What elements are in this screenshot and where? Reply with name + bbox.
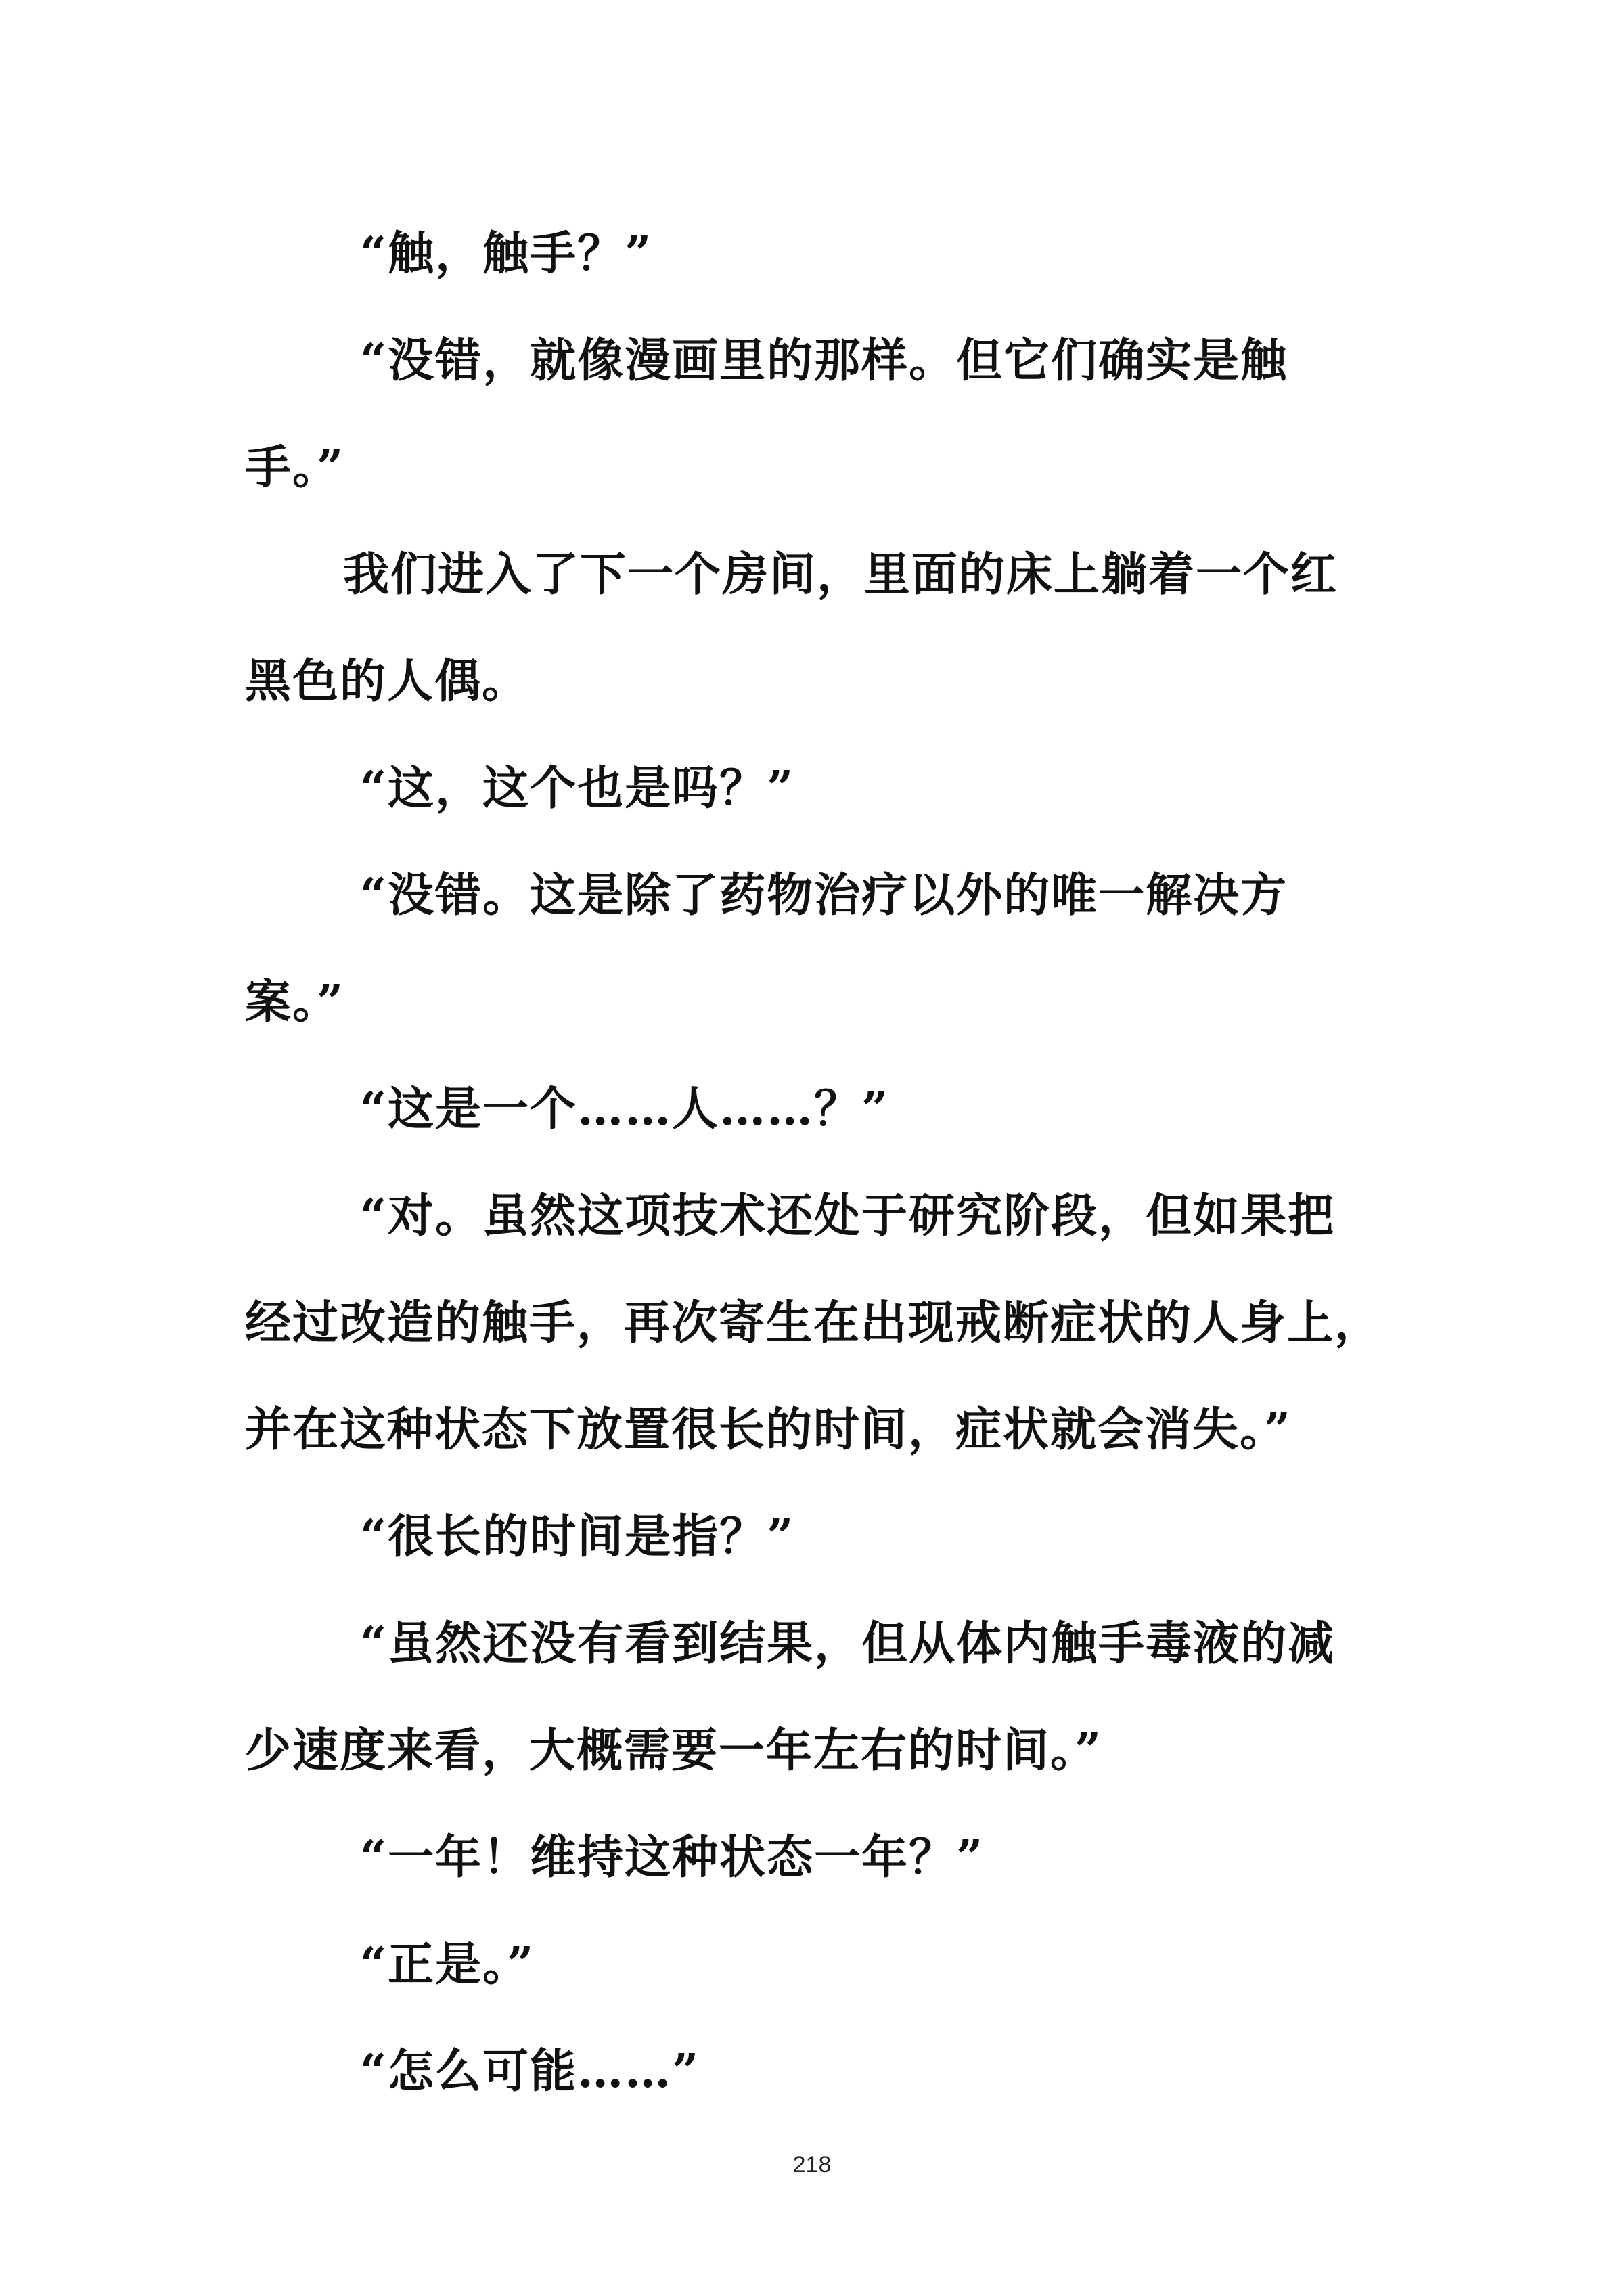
page-number: 218 xyxy=(792,2152,832,2178)
text-line: “很长的时间是指？” xyxy=(360,1510,795,1564)
text-line: “没错。这是除了药物治疗以外的唯一解决方 xyxy=(360,868,1288,922)
text-line: “正是。” xyxy=(360,1937,535,1991)
text-line: “这是一个……人……？” xyxy=(360,1082,890,1136)
text-line: 手。” xyxy=(245,441,345,495)
text-line: 少速度来看，大概需要一年左右的时间。” xyxy=(245,1724,1103,1778)
text-line: “对。虽然这项技术还处于研究阶段，但如果把 xyxy=(360,1189,1336,1243)
text-line: “虽然还没有看到结果，但从体内触手毒液的减 xyxy=(360,1617,1336,1671)
text-line: 我们进入了下一个房间，里面的床上躺着一个红 xyxy=(343,547,1338,602)
text-line: 案。” xyxy=(245,975,345,1029)
text-line: “没错，就像漫画里的那样。但它们确实是触 xyxy=(360,334,1288,388)
text-line: 黑色的人偶。 xyxy=(245,654,530,708)
text-line: 经过改造的触手，再次寄生在出现戒断症状的人身上， xyxy=(245,1296,1382,1350)
text-line: “一年！维持这种状态一年？” xyxy=(360,1830,985,1885)
text-line: “这，这个也是吗？” xyxy=(360,761,795,815)
text-line: “触，触手？” xyxy=(360,227,653,281)
body-text xyxy=(245,200,1409,2125)
text-line: “怎么可能……” xyxy=(360,2044,700,2098)
text-line: 并在这种状态下放置很长的时间，症状就会消失。” xyxy=(245,1403,1292,1457)
